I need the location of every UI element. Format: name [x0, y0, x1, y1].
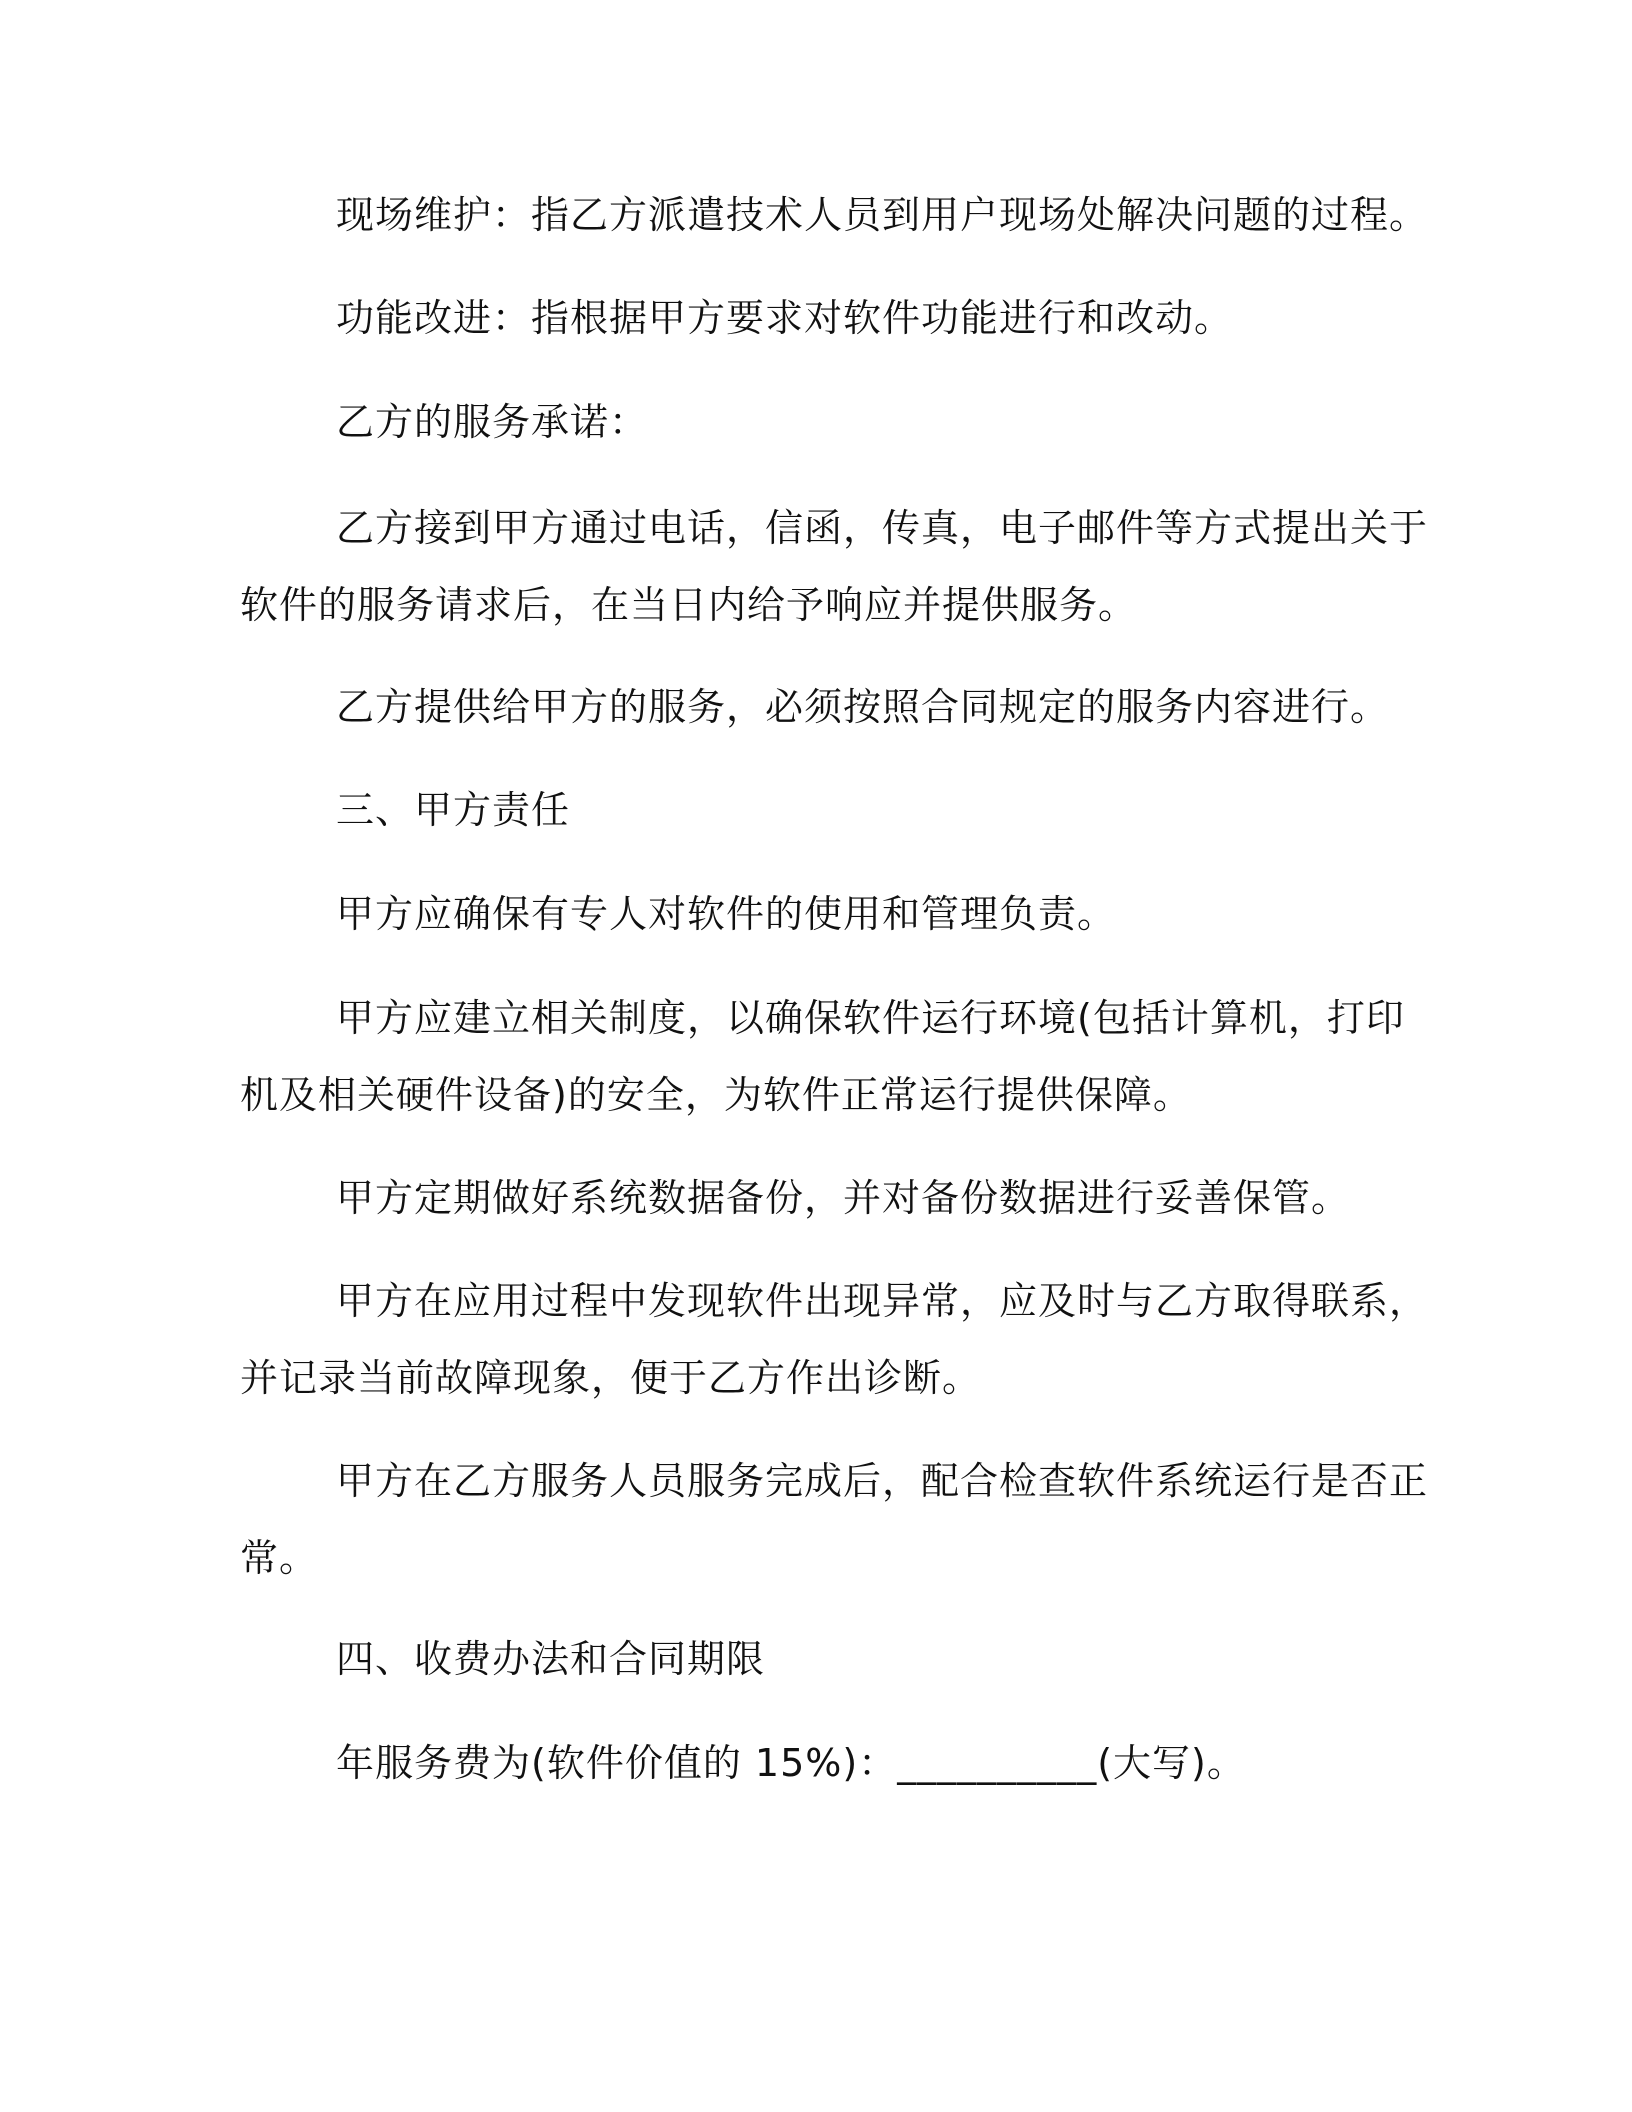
paragraph-line: 三、甲方责任 [336, 788, 571, 832]
paragraph-feature-improvement [240, 280, 1390, 357]
paragraph-data-backup [240, 1160, 1390, 1237]
paragraph-dedicated-personnel [240, 876, 1390, 953]
section-heading-party-a-responsibility [240, 772, 1390, 849]
paragraph-line: 甲方应建立相关制度，以确保软件运行环境(包括计算机，打印 [336, 996, 1405, 1040]
paragraph-line: 甲方在乙方服务人员服务完成后，配合检查软件系统运行是否正 [336, 1459, 1429, 1503]
paragraph-line: 功能改进：指根据甲方要求对软件功能进行和改动。 [336, 296, 1234, 340]
paragraph-line: 软件的服务请求后，在当日内给予响应并提供服务。 [240, 583, 1138, 627]
paragraph-line: 乙方接到甲方通过电话，信函，传真，电子邮件等方式提出关于 [336, 506, 1429, 550]
paragraph-service-commitment-heading [240, 384, 1390, 461]
paragraph-line: 乙方提供给甲方的服务，必须按照合同规定的服务内容进行。 [336, 685, 1390, 729]
paragraph-post-service-check [240, 1443, 1429, 1597]
paragraph-line: 四、收费办法和合同期限 [336, 1637, 766, 1681]
paragraph-line: 甲方应确保有专人对软件的使用和管理负责。 [336, 892, 1117, 936]
paragraph-anomaly-contact [240, 1263, 1429, 1417]
section-heading-fees-and-term [240, 1621, 1390, 1698]
paragraph-line: 常。 [240, 1536, 319, 1580]
paragraph-service-request-response [240, 490, 1429, 644]
paragraph-operating-environment [240, 980, 1405, 1134]
paragraph-line: 机及相关硬件设备)的安全，为软件正常运行提供保障。 [240, 1073, 1192, 1117]
paragraph-service-per-contract [240, 669, 1390, 746]
paragraph-line: 甲方在应用过程中发现软件出现异常，应及时与乙方取得联系， [336, 1279, 1429, 1323]
paragraph-line: 乙方的服务承诺： [336, 400, 649, 444]
paragraph-annual-service-fee [240, 1725, 1390, 1802]
paragraph-line: 甲方定期做好系统数据备份，并对备份数据进行妥善保管。 [336, 1176, 1351, 1220]
paragraph-line: 并记录当前故障现象，便于乙方作出诊断。 [240, 1356, 982, 1400]
paragraph-line: 现场维护：指乙方派遣技术人员到用户现场处解决问题的过程。 [336, 193, 1429, 237]
paragraph-onsite-maintenance [240, 177, 1429, 254]
paragraph-line: 年服务费为(软件价值的 15%)：__________(大写)。 [336, 1741, 1246, 1785]
